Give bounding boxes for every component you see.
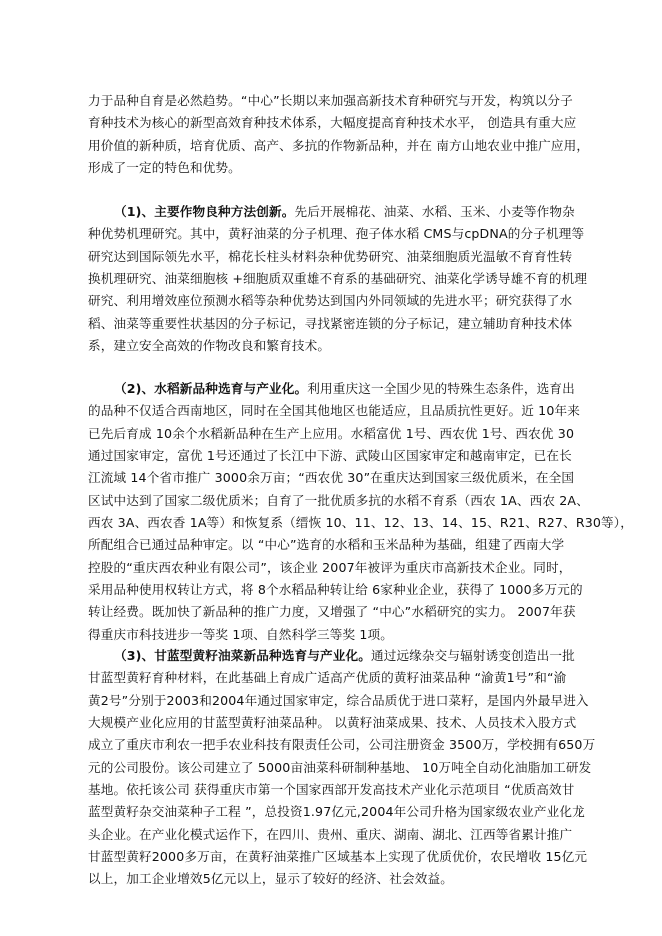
text-line: 控股的“重庆西农种业有限公司”，该企业 2007年被评为重庆市高新技术企业。同时， (88, 559, 572, 575)
section-3-heading: （3)、甘蓝型黄籽油菜新品种选育与产业化。 (114, 648, 371, 663)
text-line: 研究、利用增效座位预测水稻等杂种优势达到国内外同领域的先进水平；研究获得了水 (88, 293, 573, 309)
text-line: 基地。依托该公司 获得重庆市第一个国家西部开发高技术产业化示范项目 “优质高效甘 (88, 782, 575, 798)
section-1-paragraph (88, 201, 588, 357)
text-line: 大规模产业化应用的甘蓝型黄籽油菜品种。 以黄籽油菜成果、技术、人员技术入股方式 (88, 715, 577, 731)
text-line: 采用品种使用权转让方式，将 8个水稻品种转让给 6家种业企业，获得了 1000多万元的 (88, 582, 583, 598)
text-line: 头企业。在产业化模式运作下，在四川、贵州、重庆、湖南、湖北、江西等省累计推广 (88, 826, 573, 842)
section-2-first-line-text: 利用重庆这一全国少见的特殊生态条件，选育出 (307, 381, 575, 396)
text-line: 研究达到国际领先水平，棉花长柱头材料杂种优势研究、油菜细胞质光温敏不育育性转 (88, 248, 573, 264)
text-line: 稻、油菜等重要性状基因的分子标记，寻找紧密连锁的分子标记，建立辅助育种技术体 (88, 315, 573, 331)
text-line: 形成了一定的特色和优势。 (88, 160, 241, 176)
text-line: 用价值的新种质，培育优质、高产、多抗的作物新品种，并在 南方山地农业中推广应用， (88, 137, 590, 153)
section-3-first-line-text: 通过远缘杂交与辐射诱变创造出一批 (370, 648, 575, 663)
section-2-heading: （2)、水稻新品种选育与产业化。 (114, 381, 308, 396)
text-line: 蓝型黄籽杂交油菜种子工程 ”，总投资1.97亿元,2004年公司升格为国家级农业产业化龙 (88, 804, 585, 820)
text-line: 通过国家审定，富优 1号还通过了长江中下游、武陵山区国家审定和越南审定，已在长 (88, 448, 572, 464)
text-line: 育种技术为核心的新型高效育种技术体系，大幅度提高育种技术水平， 创造具有重大应 (88, 115, 577, 131)
section-1-first-line (88, 201, 584, 223)
section-1-first-line-text: 先后开展棉花、油菜、水稻、玉米、小麦等作物杂 (294, 204, 575, 219)
text-line: 得重庆市科技进步一等奖 1项、自然科学三等奖 1项。 (88, 626, 393, 642)
text-line: 的品种不仅适合西南地区，同时在全国其他地区也能适应，且品质抗性更好。近 10年来 (88, 403, 580, 419)
text-line: 甘蓝型黄籽育种材料，在此基础上育成广适高产优质的黄籽油菜品种 “渝黄1号”和“渝 (88, 670, 567, 686)
text-line: 力于品种自育是必然趋势。“中心”长期以来加强高新技术育种研究与开发，构筑以分子 (88, 93, 573, 108)
text-line: 已先后育成 10余个水稻新品种在生产上应用。水稻富优 1号、西农优 1号、西农优 30 (88, 425, 575, 441)
text-line: 黄2号”分别于2003和2004年通过国家审定，综合品质优于进口菜籽，是国内外最早进入 (88, 692, 589, 708)
text-line: 换机理研究、油菜细胞核 +细胞质双重雄不育系的基础研究、油菜化学诱导雄不育的机理 (88, 271, 588, 287)
text-line: 甘蓝型黄籽2000多万亩，在黄籽油菜推广区域基本上实现了优质优价，农民增收 15亿元 (88, 849, 588, 865)
text-line: 区试中达到了国家二级优质米；自育了一批优质多抗的水稻不育系（西农 1A、西农 2A、 (88, 492, 589, 508)
section-1-heading: （1)、主要作物良种方法创新。 (114, 204, 295, 219)
section-3-paragraph (88, 645, 596, 891)
section-2-paragraph (88, 378, 633, 646)
text-line: 西农 3A、西农香 1A等）和恢复系（缙恢 10、11、12、13、14、15、R21、R27、R30等）， (88, 515, 633, 531)
section-3-first-line (88, 645, 584, 667)
text-line: 所配组合已通过品种审定。以 “中心”选育的水稻和玉米品种为基础，组建了西南大学 (88, 537, 565, 553)
text-line: 成立了重庆市利农一把手农业科技有限责任公司，公司注册资金 3500万，学校拥有650万 (88, 737, 596, 753)
text-line: 以上，加工企业增效5亿元以上，显示了较好的经济、社会效益。 (88, 871, 453, 887)
paragraph-intro (88, 90, 590, 179)
text-line: 系，建立安全高效的作物改良和繁育技术。 (88, 338, 331, 354)
text-line: 种优势机理研究。其中，黄籽油菜的分子机理、孢子体水稻 CMS与cpDNA的分子机理等 (88, 226, 585, 242)
text-line: 转让经费。既加快了新品种的推广力度，又增强了 “中心”水稻研究的实力。 2007年获 (88, 604, 576, 620)
text-line: 元的公司股份。该公司建立了 5000亩油菜科研制种基地、 10万吨全自动化油脂加工研发 (88, 759, 592, 775)
section-2-first-line (88, 378, 584, 400)
text-line: 江流域 14个省市推广 3000余万亩；“西农优 30”在重庆达到国家三级优质米，在全国 (88, 470, 575, 486)
